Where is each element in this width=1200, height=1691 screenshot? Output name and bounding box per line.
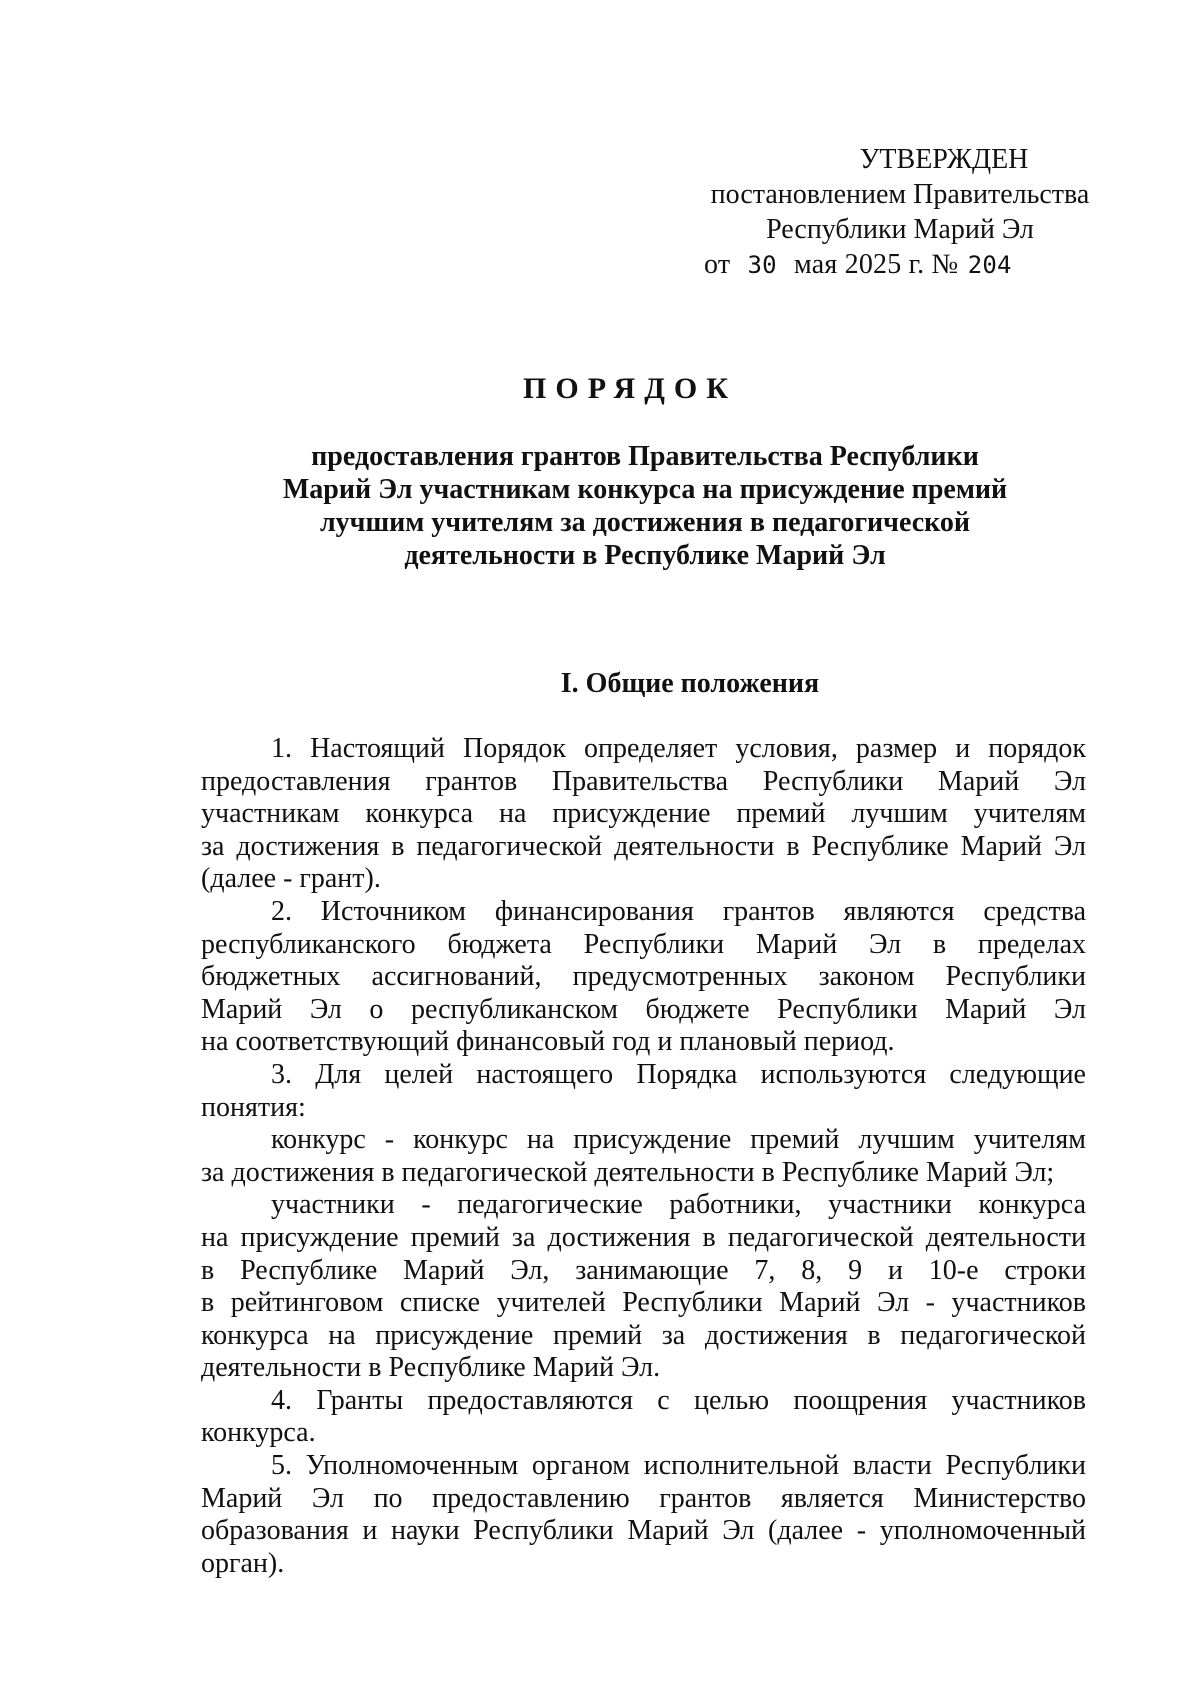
approval-date-day: 30	[747, 251, 777, 279]
body-line: образования и науки Республики Марий Эл (далее - уполномоченный	[201, 1515, 1086, 1547]
body-line: орган).	[201, 1547, 285, 1579]
approval-title: УТВЕРЖДЕН	[859, 144, 1029, 175]
body-line: в рейтинговом списке учителей Республики Марий Эл - участников	[201, 1287, 1086, 1319]
body-line: 2. Источником финансирования грантов являются средства	[271, 895, 1086, 927]
approval-line-1: постановлением Правительства	[710, 179, 1090, 210]
body-line: на соответствующий финансовый год и плановый период.	[201, 1026, 895, 1058]
body-line: за достижения в педагогической деятельности в Республике Марий Эл;	[201, 1156, 1055, 1188]
subtitle-line: Марий Эл участникам конкурса на присуждение премий	[282, 474, 1008, 505]
body-line: Марий Эл по предоставлению грантов является Министерство	[201, 1482, 1086, 1514]
body-line: 3. Для целей настоящего Порядка используются следующие	[271, 1058, 1086, 1090]
approval-line-2: Республики Марий Эл	[766, 214, 1034, 245]
body-line: на присуждение премий за достижения в педагогической деятельности	[201, 1221, 1086, 1253]
body-line: Марий Эл о республиканском бюджете Республики Марий Эл	[201, 993, 1086, 1025]
body-line: конкурса.	[201, 1417, 316, 1449]
subtitle-line: предоставления грантов Правительства Республики	[311, 441, 979, 472]
subtitle-line: лучшим учителям за достижения в педагогической	[319, 507, 971, 538]
body-line: конкурса на присуждение премий за достижения в педагогической	[201, 1319, 1086, 1351]
approval-date-prefix: от	[704, 249, 731, 280]
body-line: конкурс - конкурс на присуждение премий лучшим учителям	[271, 1124, 1086, 1156]
body-line: (далее - грант).	[201, 863, 381, 895]
approval-date-line	[700, 247, 1100, 283]
body-text	[201, 733, 1086, 1580]
subtitle-line: деятельности в Республике Марий Эл	[404, 540, 886, 571]
body-line: деятельности в Республике Марий Эл.	[201, 1352, 661, 1384]
approval-stamp	[700, 142, 1100, 283]
body-line: предоставления грантов Правительства Республики Марий Эл	[201, 765, 1086, 797]
body-line: бюджетных ассигнований, предусмотренных законом Республики	[201, 961, 1086, 993]
body-line: участникам конкурса на присуждение премий лучшим учителям	[201, 798, 1086, 830]
body-line: республиканского бюджета Республики Марий Эл в пределах	[201, 928, 1086, 960]
document-subtitle	[260, 440, 1030, 572]
approval-doc-number: 204	[967, 251, 1012, 279]
approval-date-mid: мая 2025 г. №	[794, 249, 959, 280]
body-line: 1. Настоящий Порядок определяет условия, размер и порядок	[271, 733, 1086, 764]
body-line: за достижения в педагогической деятельности в Республике Марий Эл	[201, 830, 1086, 862]
body-line: 5. Уполномоченным органом исполнительной власти Республики	[271, 1450, 1086, 1482]
body-line: участники - педагогические работники, участники конкурса	[271, 1189, 1086, 1221]
section-heading: I. Общие положения	[560, 668, 820, 699]
body-line: 4. Гранты предоставляются с целью поощрения участников	[271, 1384, 1086, 1416]
document-title: ПОРЯДОК	[523, 372, 737, 405]
body-line: в Республике Марий Эл, занимающие 7, 8, 9 и 10-е строки	[201, 1254, 1086, 1286]
body-line: понятия:	[201, 1091, 306, 1123]
